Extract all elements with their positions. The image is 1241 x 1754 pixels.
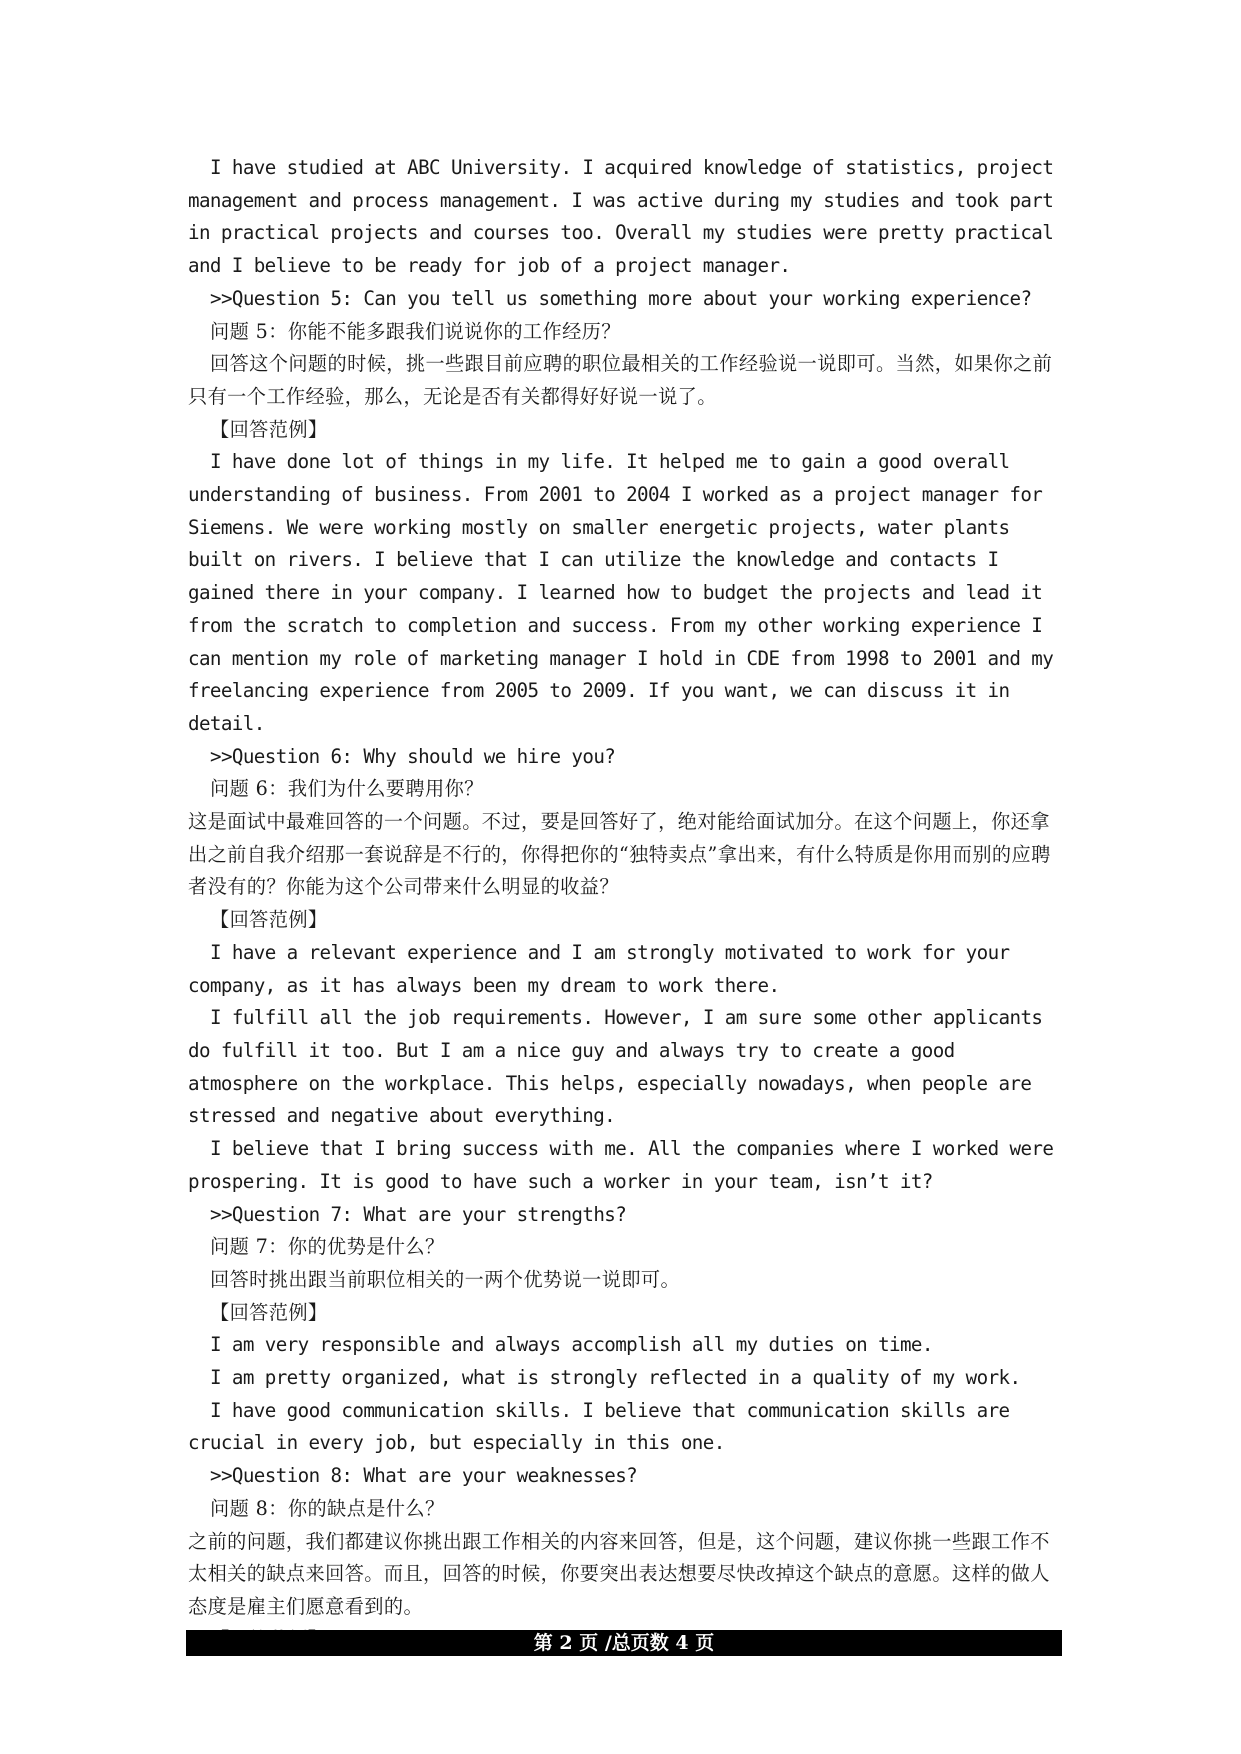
question-5-advice: 回答这个问题的时候，挑一些跟目前应聘的职位最相关的工作经验说一说即可。当然，如果你之前只有一个工作经验，那么，无论是否有关都得好好说一说了。 <box>188 352 1053 408</box>
question-7-en: >>Question 7: What are your strengths? <box>210 1202 627 1226</box>
question-6-advice: 这是面试中最难回答的一个问题。不过，要是回答好了，绝对能给面试加分。在这个问题上，你还拿出之前自我介绍那一套说辞是不行的，你得把你的“独特卖点”拿出来，有什么特质是你用而别的应聘者没有的？你能为这个公司带来什么明显的收益？ <box>188 810 1051 899</box>
question-7-advice: 回答时挑出跟当前职位相关的一两个优势说一说即可。 <box>210 1267 681 1291</box>
paragraph-studies: I have studied at ABC University. I acquired knowledge of statistics, project management and process management. I was active during my studies and took part in practical projects and courses too. Overall my studies were pretty practical and I believe to be ready for job of a project manager. <box>188 156 1054 278</box>
answer-5-paragraph: I have done lot of things in my life. It helped me to gain a good overall understanding of business. From 2001 to 2004 I worked as a project manager for Siemens. We were working mostly on smaller energetic projects, water plants built on rivers. I believe that I can utilize the knowledge and contacts I gained there in your company. I learned how to budget the projects and lead it from the scratch to completion and success. From my other working experience I can mention my role of marketing manager I hold in CDE from 1998 to 2001 and my freelancing experience from 2005 to 2009. If you want, we can discuss it in detail. <box>188 450 1054 735</box>
question-6-en: >>Question 6: Why should we hire you? <box>210 744 616 768</box>
question-8-advice: 之前的问题，我们都建议你挑出跟工作相关的内容来回答，但是，这个问题，建议你挑一些跟工作不太相关的缺点来回答。而且，回答的时候，你要突出表达想要尽快改掉这个缺点的意愿。这样的做人态度是雇主们愿意看到的。 <box>188 1529 1050 1618</box>
answer-6-paragraph: I have a relevant experience and I am strongly motivated to work for your company, as it has always been my dream to work there. <box>188 940 1010 997</box>
question-5-en: >>Question 5: Can you tell us something more about your working experience? <box>210 286 1032 310</box>
answer-example-heading: 【回答范例】 <box>210 1300 328 1324</box>
answer-7-paragraph: I have good communication skills. I believe that communication skills are crucial in every job, but especially in this one. <box>188 1398 1010 1455</box>
question-8-cn: 问题 8：你的缺点是什么？ <box>210 1496 445 1520</box>
answer-6-paragraph: I fulfill all the job requirements. However, I am sure some other applicants do fulfill it too. But I am a nice guy and always try to create a good atmosphere on the workplace. This helps, especially nowadays, when people are stressed and negative about everything. <box>188 1006 1043 1128</box>
question-6-cn: 问题 6：我们为什么要聘用你？ <box>210 777 484 801</box>
answer-example-heading: 【回答范例】 <box>210 417 328 441</box>
answer-example-heading: 【回答范例】 <box>210 908 328 932</box>
document-body <box>188 152 1058 1656</box>
question-7-cn: 问题 7：你的优势是什么？ <box>210 1235 445 1259</box>
question-8-en: >>Question 8: What are your weaknesses? <box>210 1464 638 1488</box>
answer-7-paragraph: I am very responsible and always accomplish all my duties on time. <box>210 1333 933 1357</box>
answer-6-paragraph: I believe that I bring success with me. All the companies where I worked were prospering. It is good to have such a worker in your team, isn’t it? <box>188 1137 1054 1193</box>
answer-7-paragraph: I am pretty organized, what is strongly reflected in a quality of my work. <box>210 1366 1021 1390</box>
question-5-cn: 问题 5：你能不能多跟我们说说你的工作经历？ <box>210 319 621 343</box>
page-footer <box>186 1630 1062 1656</box>
page-number: 第 2 页 /总页数 4 页 <box>533 1632 715 1654</box>
